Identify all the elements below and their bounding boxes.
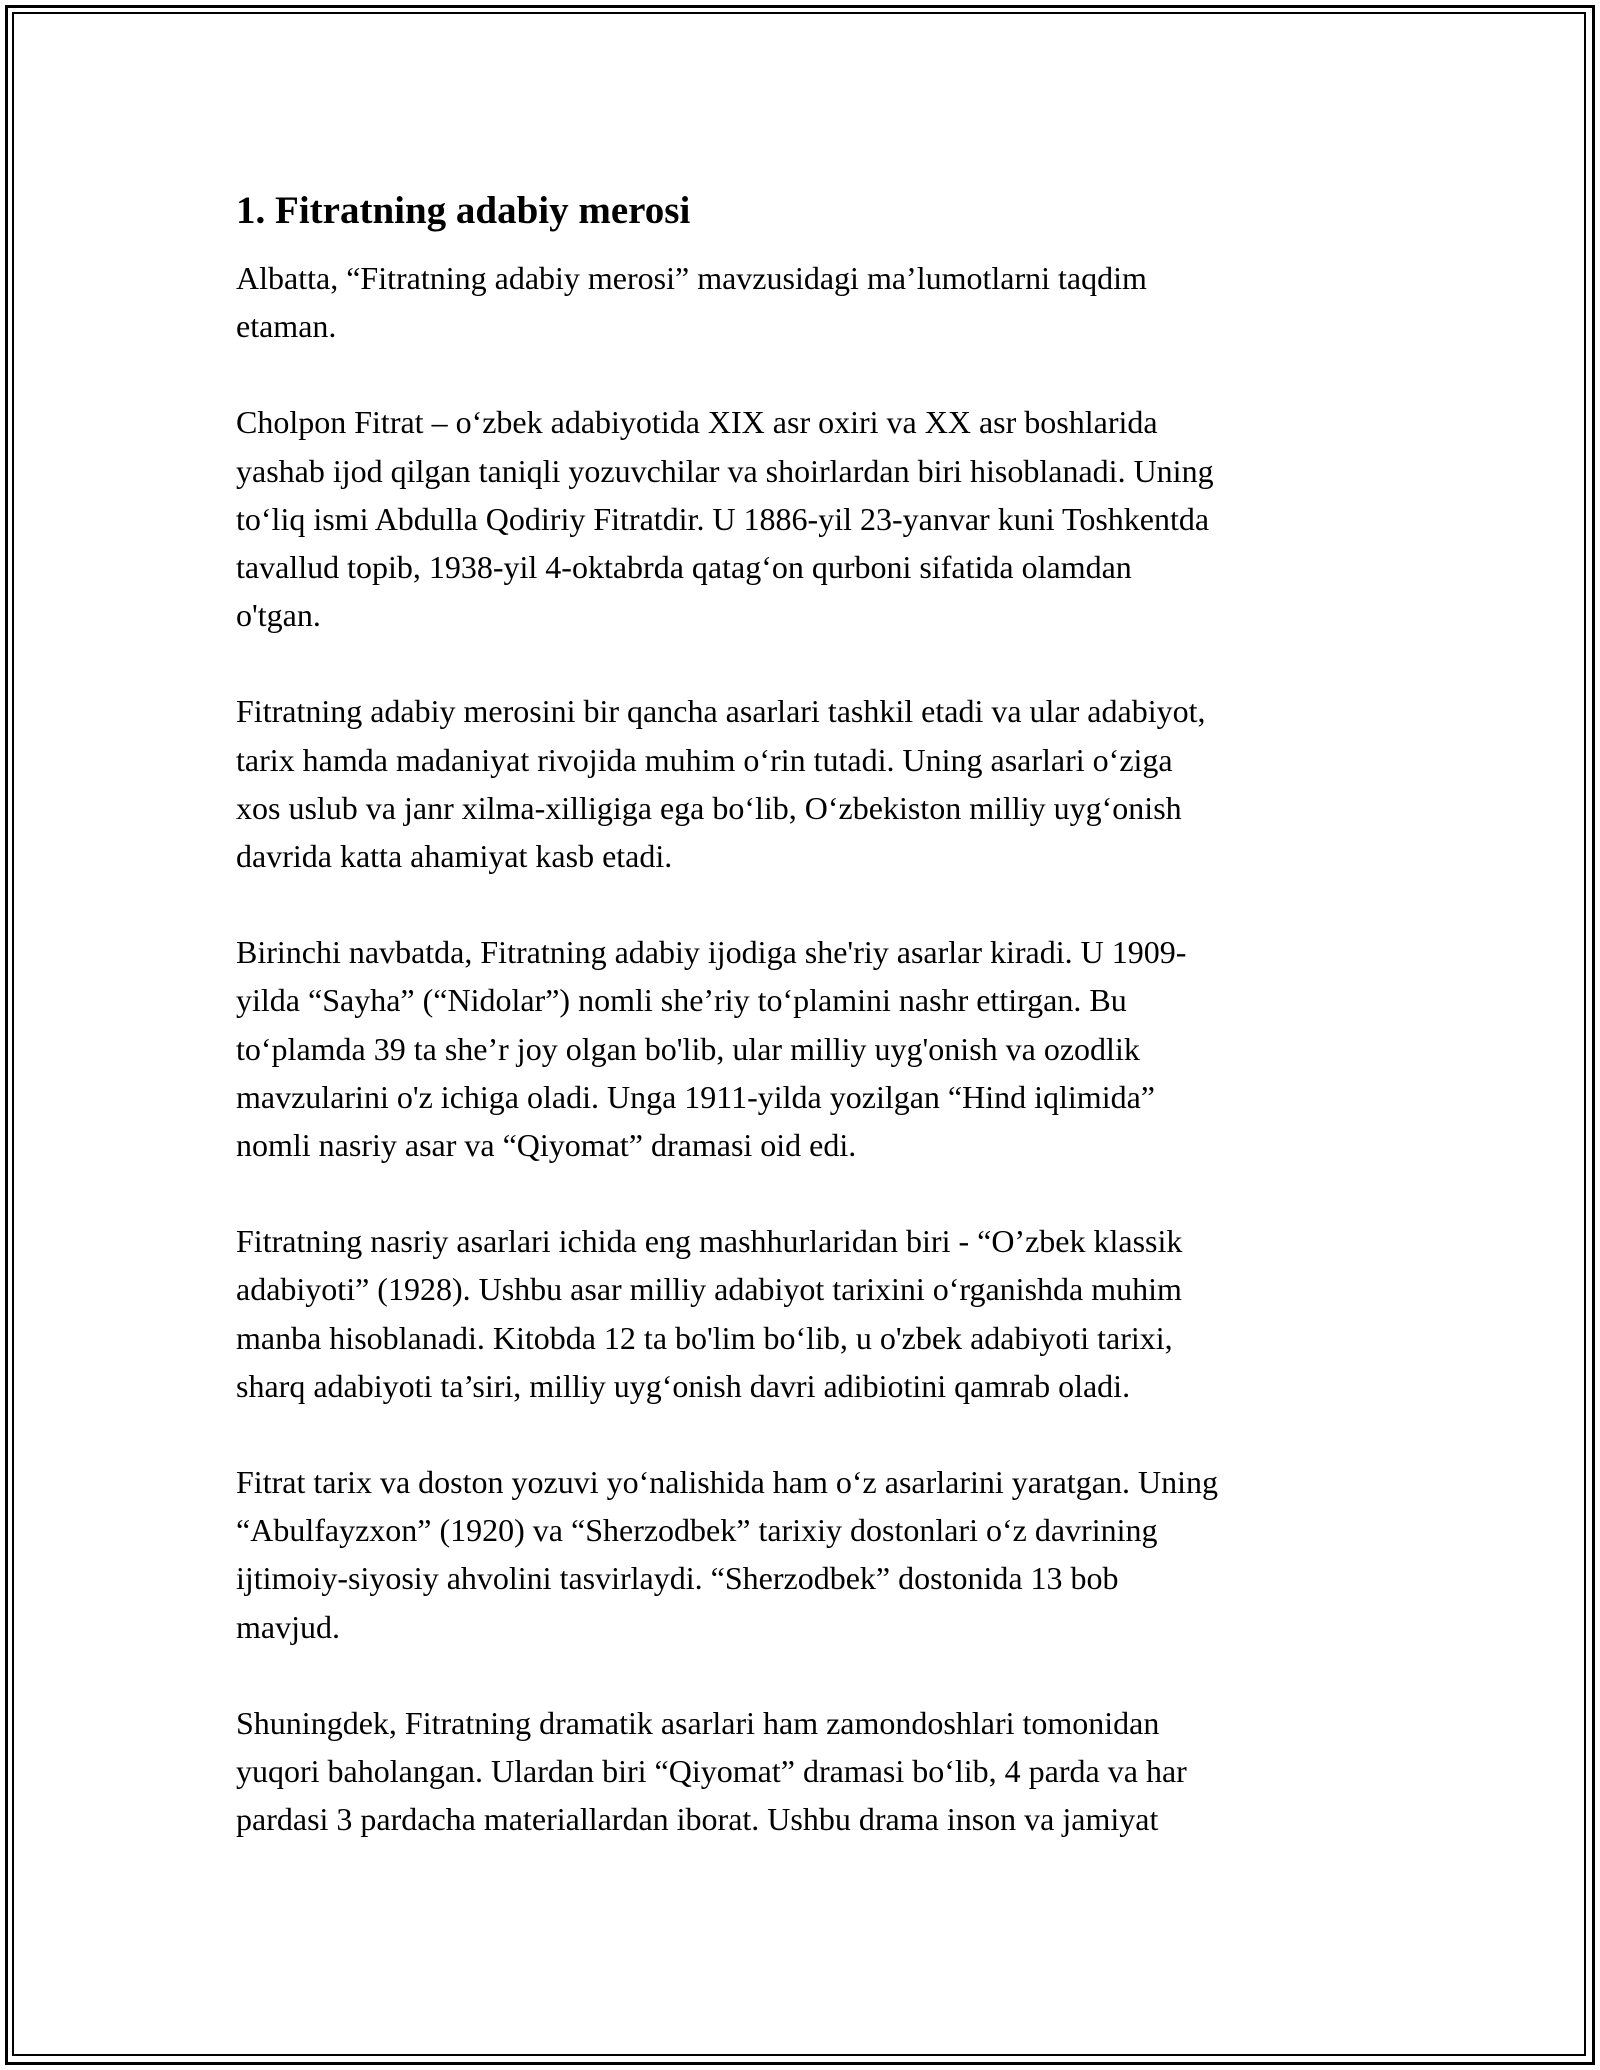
- paragraph-line: yilda “Sayha” (“Nidolar”) nomli she’riy to‘plamini nashr ettirgan. Bu: [236, 982, 1127, 1019]
- paragraph-line: Albatta, “Fitratning adabiy merosi” mavzusidagi ma’lumotlarni taqdim: [236, 260, 1147, 296]
- paragraph-poetry: [236, 928, 1366, 1169]
- paragraph-line: yuqori baholangan. Ulardan biri “Qiyomat” dramasi bo‘lib, 4 parda va har: [236, 1753, 1187, 1790]
- paragraph-line: to‘plamda 39 ta she’r joy olgan bo'lib, ular milliy uyg'onish va ozodlik: [236, 1030, 1140, 1067]
- paragraph-line: sharq adabiyoti ta’siri, milliy uyg‘onish davri adibiotini qamrab oladi.: [236, 1367, 1131, 1404]
- document-page: [236, 186, 1366, 1891]
- paragraph-line: yashab ijod qilgan taniqli yozuvchilar va shoirlardan biri hisoblanadi. Uning: [236, 452, 1214, 489]
- paragraph-line: Fitrat tarix va doston yozuvi yo‘nalishida ham o‘z asarlarini yaratgan. Uning: [236, 1464, 1218, 1501]
- paragraph-line: adabiyoti” (1928). Ushbu asar milliy adabiyot tarixini o‘rganishda muhim: [236, 1271, 1182, 1308]
- paragraph-line: tavallud topib, 1938-yil 4-oktabrda qatag‘on qurboni sifatida olamdan: [236, 549, 1132, 586]
- paragraph-line: mavjud.: [236, 1608, 340, 1645]
- paragraph-line: nomli nasriy asar va “Qiyomat” dramasi oid edi.: [236, 1127, 857, 1164]
- paragraph-history: [236, 1458, 1366, 1651]
- paragraph-line: pardasi 3 pardacha materiallardan iborat. Ushbu drama inson va jamiyat: [236, 1801, 1159, 1838]
- paragraph-line: “Abulfayzxon” (1920) va “Sherzodbek” tarixiy dostonlari o‘z davrining: [236, 1512, 1158, 1549]
- paragraph-line: xos uslub va janr xilma-xilligiga ega bo‘lib, O‘zbekiston milliy uyg‘onish: [236, 789, 1182, 826]
- paragraph-intro: [236, 254, 1366, 350]
- paragraph-line: Fitratning adabiy merosini bir qancha asarlari tashkil etadi va ular adabiyot,: [236, 693, 1206, 730]
- paragraph-line: Fitratning nasriy asarlari ichida eng mashhurlaridan biri - “O’zbek klassik: [236, 1223, 1183, 1260]
- paragraph-line: manba hisoblanadi. Kitobda 12 ta bo'lim bo‘lib, u o'zbek adabiyoti tarixi,: [236, 1319, 1173, 1356]
- paragraph-line: mavzularini o'z ichiga oladi. Unga 1911-yilda yozilgan “Hind iqlimida”: [236, 1078, 1155, 1115]
- paragraph-line: etaman.: [236, 308, 337, 345]
- paragraph-line: Cholpon Fitrat – o‘zbek adabiyotida XIX asr oxiri va XX asr boshlarida: [236, 404, 1158, 441]
- document-title: 1. Fitratning adabiy merosi: [236, 189, 691, 232]
- paragraph-prose: [236, 1217, 1366, 1410]
- paragraph-legacy: [236, 687, 1366, 880]
- paragraph-line: to‘liq ismi Abdulla Qodiriy Fitratdir. U 1886-yil 23-yanvar kuni Toshkentda: [236, 500, 1210, 537]
- paragraph-line: tarix hamda madaniyat rivojida muhim o‘rin tutadi. Uning asarlari o‘ziga: [236, 741, 1173, 778]
- paragraph-drama: [236, 1699, 1366, 1844]
- paragraph-biography: [236, 398, 1366, 639]
- paragraph-line: ijtimoiy-siyosiy ahvolini tasvirlaydi. “Sherzodbek” dostonida 13 bob: [236, 1560, 1119, 1597]
- paragraph-line: Shuningdek, Fitratning dramatik asarlari ham zamondoshlari tomonidan: [236, 1704, 1160, 1741]
- paragraph-line: Birinchi navbatda, Fitratning adabiy ijodiga she'riy asarlar kiradi. U 1909-: [236, 934, 1187, 971]
- paragraph-line: o'tgan.: [236, 597, 321, 634]
- paragraph-line: davrida katta ahamiyat kasb etadi.: [236, 838, 673, 875]
